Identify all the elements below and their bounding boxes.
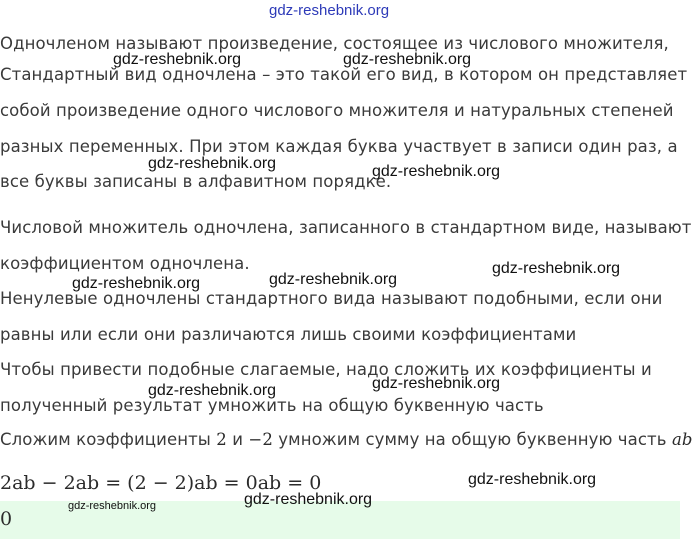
paragraph-line: коэффициентом одночлена. xyxy=(0,254,250,273)
watermark: gdz-reshebnik.org xyxy=(244,491,373,508)
paragraph-line: Одночленом называют произведение, состоящее из числового множителя, xyxy=(0,34,669,53)
paragraph-line: Стандартный вид одночлена – это такой его вид, в котором он представляет xyxy=(0,65,688,84)
coefficient-two: −2 xyxy=(248,430,273,449)
watermark-top: gdz-reshebnik.org xyxy=(269,2,390,19)
paragraph-line: Ненулевые одночлены стандартного вида называют подобными, если они xyxy=(0,289,663,308)
step-middle: и xyxy=(226,430,249,449)
equation: 2ab − 2ab = (2 − 2)ab = 0ab = 0 xyxy=(0,472,322,494)
watermark: gdz-reshebnik.org xyxy=(72,275,201,292)
letter-part: ab xyxy=(671,430,693,449)
watermark: gdz-reshebnik.org xyxy=(343,51,472,68)
paragraph-line: Числовой множитель одночлена, записанного в стандартном виде, называют xyxy=(0,218,692,237)
watermark: gdz-reshebnik.org xyxy=(68,500,157,512)
paragraph-line: все буквы записаны в алфавитном порядке. xyxy=(0,172,392,191)
watermark: gdz-reshebnik.org xyxy=(148,155,277,172)
solution-step xyxy=(0,430,693,449)
watermark: gdz-reshebnik.org xyxy=(269,271,398,288)
watermark: gdz-reshebnik.org xyxy=(148,382,277,399)
paragraph-line: собой произведение одного числового множителя и натуральных степеней xyxy=(0,101,674,120)
paragraph-line: полученный результат умножить на общую буквенную часть xyxy=(0,396,544,415)
watermark: gdz-reshebnik.org xyxy=(372,163,501,180)
watermark: gdz-reshebnik.org xyxy=(492,260,621,277)
step-prefix: Сложим коэффициенты xyxy=(0,430,217,449)
watermark: gdz-reshebnik.org xyxy=(113,51,242,68)
coefficient-one: 2 xyxy=(216,430,227,449)
paragraph-line: равны или если они различаются лишь своими коэффициентами xyxy=(0,325,577,344)
paragraph-line: разных переменных. При этом каждая буква участвует в записи один раз, а xyxy=(0,137,678,156)
watermark: gdz-reshebnik.org xyxy=(468,471,597,488)
answer-value: 0 xyxy=(0,508,13,530)
paragraph-line: Чтобы привести подобные слагаемые, надо сложить их коэффициенты и xyxy=(0,360,652,379)
step-suffix: умножим сумму на общую буквенную часть xyxy=(272,430,672,449)
watermark: gdz-reshebnik.org xyxy=(372,375,501,392)
